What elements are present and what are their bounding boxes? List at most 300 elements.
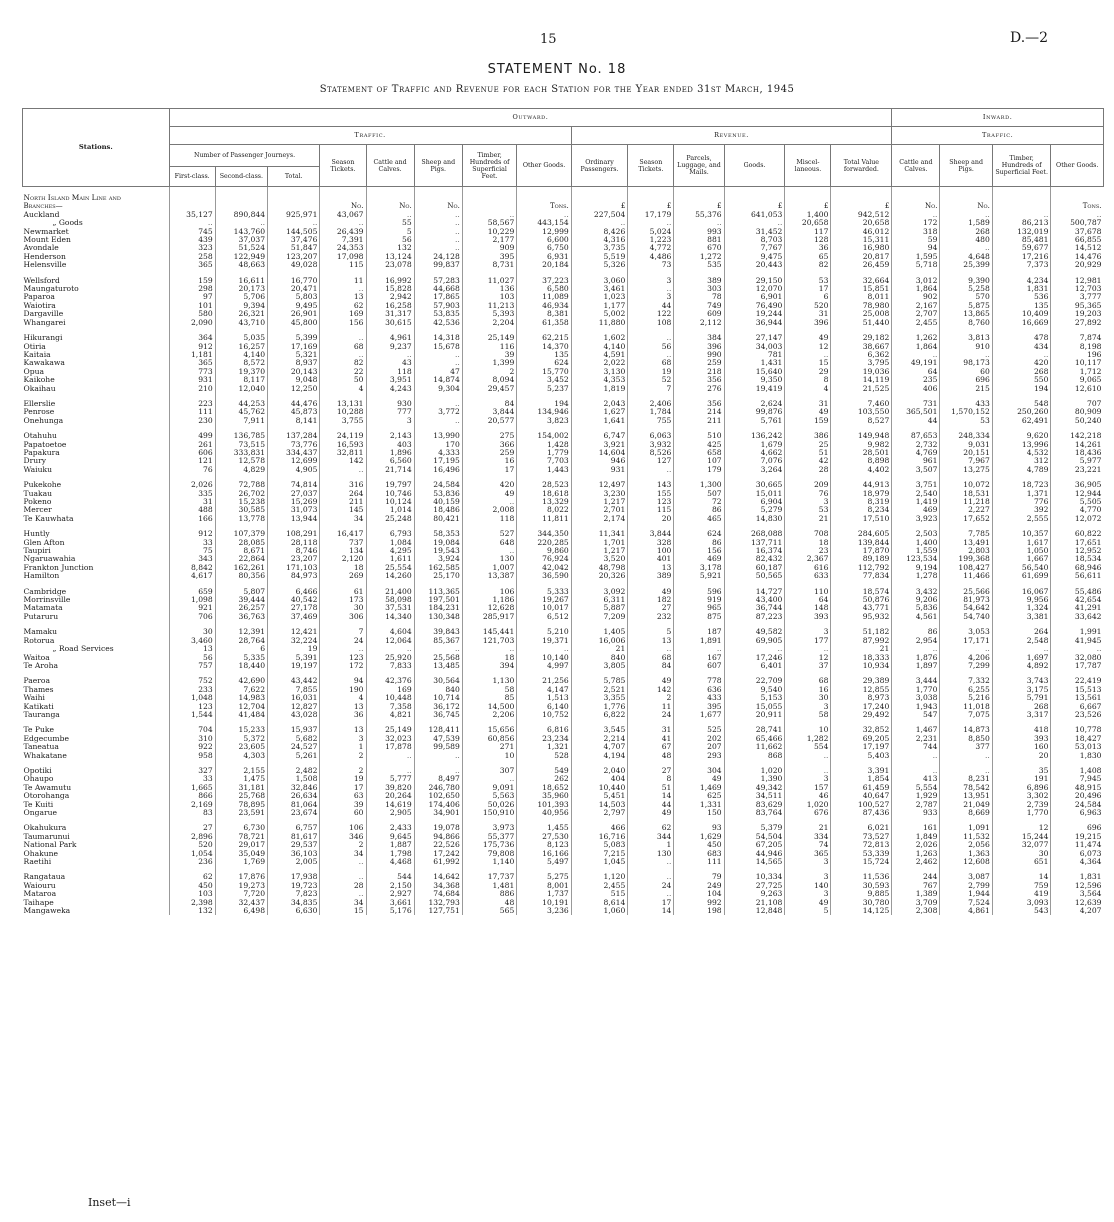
station-name: Taupiri — [23, 547, 51, 556]
table-cell: 1,770 — [992, 809, 1051, 817]
table-cell: 16 — [462, 457, 516, 465]
table-cell: 108,427 — [940, 564, 992, 572]
table-cell: 25 — [785, 441, 831, 449]
table-cell: 580 — [169, 310, 215, 318]
table-cell: 12,072 — [1051, 515, 1104, 523]
table-cell: 16,669 — [992, 319, 1051, 327]
table-cell: 1,177 — [571, 302, 628, 310]
table-cell: 211 — [674, 417, 724, 425]
table-cell: 12,064 — [366, 637, 414, 645]
table-cell: 39,444 — [215, 596, 267, 604]
table-row — [23, 677, 1104, 685]
table-cell: 4,295 — [366, 547, 414, 555]
table-cell: 95,365 — [1051, 302, 1104, 310]
table-cell: .. — [169, 219, 215, 227]
table-cell: 434 — [992, 343, 1051, 351]
unit-label: Tons. — [517, 202, 571, 210]
table-cell: 450 — [169, 882, 215, 890]
table-cell: 10,191 — [517, 899, 571, 907]
table-cell: 134,946 — [517, 408, 571, 416]
station-name: Hikurangi — [23, 334, 63, 343]
table-cell: 191 — [992, 775, 1051, 783]
table-cell: 26,901 — [268, 310, 320, 318]
table-cell: 2,406 — [628, 400, 674, 408]
table-cell: 777 — [366, 408, 414, 416]
table-cell: 1,405 — [571, 628, 628, 636]
table-cell: 778 — [674, 677, 724, 685]
table-cell: 14,503 — [571, 801, 628, 809]
table-cell: 704 — [169, 726, 215, 734]
table-cell: 34,003 — [724, 343, 785, 351]
table-cell: 2,521 — [571, 686, 628, 694]
table-cell: 4,789 — [992, 466, 1051, 474]
table-cell: 8,123 — [517, 841, 571, 849]
table-cell: 5,497 — [517, 858, 571, 866]
table-cell: 85,367 — [414, 637, 462, 645]
table-cell: 157 — [785, 784, 831, 792]
table-cell: 707 — [1051, 400, 1104, 408]
table-cell: 19,203 — [1051, 310, 1104, 318]
table-cell: .. — [320, 219, 366, 227]
table-cell: 169 — [320, 310, 366, 318]
table-cell: 156 — [674, 547, 724, 555]
table-cell: 2,040 — [571, 767, 628, 775]
table-cell: 15,311 — [831, 236, 892, 244]
unit-label — [992, 202, 1051, 210]
table-cell: 4,207 — [1051, 907, 1104, 915]
table-cell: 128 — [785, 236, 831, 244]
table-cell: 1,455 — [517, 824, 571, 832]
table-cell: 20,911 — [724, 711, 785, 719]
table-cell: 958 — [169, 752, 215, 760]
table-cell: 393 — [785, 613, 831, 621]
table-cell: 101 — [169, 302, 215, 310]
table-cell: 2,954 — [892, 637, 940, 645]
table-cell: 5,682 — [268, 735, 320, 743]
table-cell: 18,531 — [940, 490, 992, 498]
table-cell: 28 — [320, 882, 366, 890]
table-row — [23, 743, 1104, 751]
table-cell: 1,677 — [674, 711, 724, 719]
table-cell: 8,614 — [571, 899, 628, 907]
table-cell: 21 — [571, 645, 628, 653]
table-cell: 9,620 — [992, 432, 1051, 440]
table-cell: 202 — [674, 735, 724, 743]
table-cell: 72,813 — [831, 841, 892, 849]
table-cell: 82 — [785, 261, 831, 269]
table-cell: 10,357 — [992, 530, 1051, 538]
table-cell: 3,452 — [517, 376, 571, 384]
table-cell: 21,400 — [366, 588, 414, 596]
station-name: Whangarei — [23, 318, 66, 327]
table-cell: 773 — [169, 368, 215, 376]
table-cell: 2,548 — [992, 637, 1051, 645]
table-cell: 450 — [674, 841, 724, 849]
table-cell: 13,778 — [215, 515, 267, 523]
table-cell: 132,019 — [992, 228, 1051, 236]
unit-label: £ — [628, 202, 674, 210]
table-cell: 21,525 — [831, 385, 892, 393]
table-cell: 930 — [366, 400, 414, 408]
table-cell: 15,244 — [992, 833, 1051, 841]
table-cell: .. — [628, 351, 674, 359]
table-cell: 27 — [169, 824, 215, 832]
table-cell: 20,143 — [268, 368, 320, 376]
table-cell: 16,067 — [992, 588, 1051, 596]
table-cell: 20,658 — [831, 219, 892, 227]
table-cell: 14,727 — [724, 588, 785, 596]
table-cell: 607 — [674, 662, 724, 670]
statement-title: STATEMENT No. 18 — [487, 62, 627, 77]
station-name: Taneatua — [23, 743, 59, 752]
table-cell: 13 — [628, 564, 674, 572]
station-name: Waitoa — [23, 653, 50, 662]
table-cell: 117 — [785, 228, 831, 236]
table-cell: 14,983 — [215, 694, 267, 702]
table-cell: 59,677 — [992, 244, 1051, 252]
table-cell: 2,026 — [169, 481, 215, 489]
table-row — [23, 572, 1104, 580]
table-cell: 197,501 — [414, 596, 462, 604]
table-cell: 8,231 — [940, 775, 992, 783]
station-name: Ellerslie — [23, 399, 56, 408]
col-revenue-goods: Goods. — [724, 145, 785, 187]
table-cell: 48 — [462, 899, 516, 907]
table-cell: 2,090 — [169, 319, 215, 327]
table-cell: 1,641 — [571, 417, 628, 425]
table-cell: 11,466 — [940, 572, 992, 580]
table-cell: 3 — [628, 293, 674, 301]
table-cell: 94,866 — [414, 833, 462, 841]
table-cell: 14,370 — [517, 343, 571, 351]
table-cell: 990 — [674, 351, 724, 359]
table-cell: 12,827 — [268, 703, 320, 711]
table-cell: 5,216 — [940, 694, 992, 702]
table-cell: 4,997 — [517, 662, 571, 670]
table-cell: 549 — [517, 767, 571, 775]
table-cell: 364 — [169, 334, 215, 342]
table-cell: 6,255 — [940, 686, 992, 694]
table-cell: 14,476 — [1051, 253, 1104, 261]
table-cell: 24,527 — [268, 743, 320, 751]
station-name: Te Awamutu — [23, 783, 72, 792]
table-cell: 244 — [892, 873, 940, 881]
station-name: Otorohanga — [23, 792, 70, 801]
table-cell: 31 — [169, 498, 215, 506]
table-cell: 11,027 — [462, 277, 516, 285]
table-cell: 19,084 — [414, 539, 462, 547]
table-cell: 3 — [785, 628, 831, 636]
station-name: Thames — [23, 685, 54, 694]
table-cell: 20 — [628, 515, 674, 523]
table-cell: 4,402 — [831, 466, 892, 474]
table-cell: 10,778 — [1051, 726, 1104, 734]
table-cell: 32,437 — [215, 899, 267, 907]
table-cell: 2 — [628, 694, 674, 702]
table-cell: 499 — [169, 432, 215, 440]
station-name: Mataroa — [23, 890, 57, 899]
table-cell: 543 — [992, 907, 1051, 915]
table-cell: 1,278 — [892, 572, 940, 580]
station-name: Te Puke — [23, 726, 54, 735]
table-cell: 7 — [628, 385, 674, 393]
table-cell: 19,543 — [414, 547, 462, 555]
table-cell: 1,481 — [462, 882, 516, 890]
station-name: Tuakau — [23, 489, 53, 498]
table-cell: 143 — [628, 481, 674, 489]
table-cell: 6,747 — [571, 432, 628, 440]
table-cell: 21,714 — [366, 466, 414, 474]
table-cell: 47 — [414, 368, 462, 376]
table-cell: 4,662 — [724, 449, 785, 457]
table-cell: 73,515 — [215, 441, 267, 449]
table-cell: 16,257 — [215, 343, 267, 351]
table-cell: 1,390 — [724, 775, 785, 783]
table-cell: 13 — [320, 703, 366, 711]
table-cell: 49 — [462, 490, 516, 498]
table-cell: 1,023 — [571, 293, 628, 301]
table-cell: 78,542 — [940, 784, 992, 792]
table-cell: .. — [414, 236, 462, 244]
col-parcels: Parcels, Luggage, and Mails. — [674, 145, 724, 187]
table-cell: 2,455 — [892, 319, 940, 327]
table-cell: 97 — [169, 293, 215, 301]
table-cell: 7,703 — [517, 457, 571, 465]
table-cell: 101,393 — [517, 801, 571, 809]
table-cell: 781 — [724, 351, 785, 359]
table-cell: 10 — [785, 726, 831, 734]
table-row — [23, 662, 1104, 670]
table-cell: 65 — [785, 253, 831, 261]
table-cell: 21 — [785, 515, 831, 523]
table-cell: 18,333 — [831, 654, 892, 662]
station-name: Rangataua — [23, 873, 66, 882]
station-name: Ongarue — [23, 809, 58, 817]
col-revenue-season: Season Tickets. — [628, 145, 674, 187]
table-cell: 8,572 — [215, 359, 267, 367]
table-cell: 1,120 — [571, 873, 628, 881]
table-cell: 45,762 — [215, 408, 267, 416]
table-cell: 190 — [320, 686, 366, 694]
station-name: Mangaweka — [23, 907, 71, 916]
table-cell: 207 — [674, 743, 724, 751]
table-cell: 10,746 — [366, 490, 414, 498]
inward-traffic-header: Traffic. — [892, 127, 1104, 145]
table-cell: 85 — [462, 694, 516, 702]
table-cell: 7,967 — [940, 457, 992, 465]
table-cell: 43,710 — [215, 319, 267, 327]
table-cell: 51 — [628, 784, 674, 792]
table-cell: 912 — [169, 343, 215, 351]
table-cell: 1,513 — [517, 694, 571, 702]
table-cell: 5,977 — [1051, 457, 1104, 465]
table-cell: .. — [992, 351, 1051, 359]
table-cell: 9,065 — [1051, 376, 1104, 384]
table-row — [23, 310, 1104, 318]
table-cell: 66,855 — [1051, 236, 1104, 244]
table-cell: 3,545 — [571, 726, 628, 734]
table-cell: 2,540 — [892, 490, 940, 498]
table-cell: 80,356 — [215, 572, 267, 580]
table-cell: 232 — [628, 613, 674, 621]
table-cell: 377 — [940, 743, 992, 751]
table-cell: 17,651 — [1051, 539, 1104, 547]
table-cell: 51,524 — [215, 244, 267, 252]
table-cell: 510 — [674, 432, 724, 440]
table-row — [23, 368, 1104, 376]
table-cell: 51,440 — [831, 319, 892, 327]
table-cell: 9,048 — [268, 376, 320, 384]
col-inward-cattle: Cattle and Calves. — [892, 145, 940, 187]
table-cell: 536 — [992, 293, 1051, 301]
unit-label: No. — [414, 202, 462, 210]
table-cell: 335 — [169, 490, 215, 498]
table-cell: 28,085 — [215, 539, 267, 547]
table-cell: 527 — [462, 530, 516, 538]
table-cell: 6,750 — [517, 244, 571, 252]
table-cell: 284,605 — [831, 530, 892, 538]
table-cell: 64 — [785, 596, 831, 604]
table-cell: 1,595 — [892, 253, 940, 261]
table-cell: 50,876 — [831, 596, 892, 604]
table-cell: 76,490 — [724, 302, 785, 310]
table-cell: 108 — [628, 319, 674, 327]
table-cell: 17,878 — [366, 743, 414, 751]
table-cell: 33 — [169, 539, 215, 547]
table-cell: 921 — [169, 604, 215, 612]
table-cell: 145,441 — [462, 628, 516, 636]
table-cell: 75 — [169, 547, 215, 555]
table-cell: .. — [1051, 645, 1104, 653]
table-cell: 40,542 — [268, 596, 320, 604]
table-cell: 130 — [462, 555, 516, 563]
table-cell: 36,744 — [724, 604, 785, 612]
table-cell: .. — [892, 752, 940, 760]
table-cell: 139,844 — [831, 539, 892, 547]
table-cell: 3,813 — [940, 334, 992, 342]
table-cell: 7,945 — [1051, 775, 1104, 783]
table-row — [23, 833, 1104, 841]
table-cell: 1,098 — [169, 596, 215, 604]
table-cell: 100 — [628, 547, 674, 555]
table-cell: 15,770 — [517, 368, 571, 376]
table-cell: .. — [320, 334, 366, 342]
table-cell: .. — [462, 547, 516, 555]
table-cell: 5,379 — [724, 824, 785, 832]
table-cell: 49,191 — [892, 359, 940, 367]
table-cell: 275 — [462, 432, 516, 440]
station-name: Helensville — [23, 261, 67, 270]
table-cell: 81,617 — [268, 833, 320, 841]
table-cell: 12 — [992, 824, 1051, 832]
table-row — [23, 654, 1104, 662]
table-cell: 32,846 — [268, 784, 320, 792]
station-name: Cambridge — [23, 587, 67, 596]
table-cell: 54,504 — [724, 833, 785, 841]
table-cell: .. — [366, 211, 414, 219]
table-cell: 17 — [628, 899, 674, 907]
table-cell: 4,147 — [517, 686, 571, 694]
table-cell: .. — [414, 359, 462, 367]
table-cell: 8,022 — [517, 506, 571, 514]
table-cell: 356 — [674, 376, 724, 384]
table-cell: .. — [571, 219, 628, 227]
table-cell: 7,720 — [215, 890, 267, 898]
table-cell: 15,513 — [1051, 686, 1104, 694]
table-row — [23, 228, 1104, 236]
table-cell: 106 — [462, 588, 516, 596]
station-name: Auckland — [23, 210, 60, 219]
table-cell: 3,921 — [571, 441, 628, 449]
table-cell: 7,358 — [366, 703, 414, 711]
table-cell: 42,536 — [414, 319, 462, 327]
table-cell: 162,585 — [414, 564, 462, 572]
table-cell: 20,264 — [366, 792, 414, 800]
table-cell: 2,797 — [571, 809, 628, 817]
station-name: Ngaruawahia — [23, 555, 76, 564]
table-cell: 8,746 — [268, 547, 320, 555]
table-cell: 103,550 — [831, 408, 892, 416]
table-cell: 29,389 — [831, 677, 892, 685]
table-cell: 2,227 — [940, 506, 992, 514]
table-cell: 2,120 — [320, 555, 366, 563]
table-cell: .. — [215, 219, 267, 227]
table-cell: .. — [628, 645, 674, 653]
table-cell: 84,973 — [268, 572, 320, 580]
table-cell: .. — [366, 767, 414, 775]
table-cell: 49 — [785, 408, 831, 416]
table-cell: 8,703 — [724, 236, 785, 244]
table-cell: 47,539 — [414, 735, 462, 743]
unit-label — [215, 202, 267, 210]
table-cell: 259 — [462, 449, 516, 457]
table-cell: 156 — [320, 319, 366, 327]
table-cell: 269 — [320, 572, 366, 580]
table-row — [23, 351, 1104, 359]
table-cell: 128,411 — [414, 726, 462, 734]
table-cell: 875 — [674, 613, 724, 621]
table-cell: 15,656 — [462, 726, 516, 734]
table-cell: 171,103 — [268, 564, 320, 572]
table-cell: 108,291 — [268, 530, 320, 538]
table-cell: 2,112 — [674, 319, 724, 327]
table-cell: 11,213 — [462, 302, 516, 310]
table-cell: 18,486 — [414, 506, 462, 514]
table-cell: 36,103 — [268, 850, 320, 858]
table-row — [23, 219, 1104, 227]
table-cell: 20,173 — [215, 285, 267, 293]
table-cell: 334 — [785, 833, 831, 841]
table-cell: .. — [414, 351, 462, 359]
table-cell: 8,198 — [1051, 343, 1104, 351]
table-cell: 34,511 — [724, 792, 785, 800]
table-cell: 8,760 — [940, 319, 992, 327]
table-cell: 84 — [628, 662, 674, 670]
col-total-value: Total Value forwarded. — [831, 145, 892, 187]
table-cell: 182 — [628, 596, 674, 604]
table-cell: 21,256 — [517, 677, 571, 685]
table-cell: 3 — [785, 873, 831, 881]
table-cell: 5,807 — [215, 588, 267, 596]
table-cell: 137,284 — [268, 432, 320, 440]
table-cell: 2,398 — [169, 899, 215, 907]
table-cell: .. — [462, 775, 516, 783]
table-cell: 6,730 — [215, 824, 267, 832]
table-cell: 111 — [674, 858, 724, 866]
table-cell: 1,559 — [892, 547, 940, 555]
table-cell: 41,291 — [1051, 604, 1104, 612]
table-cell: 264 — [992, 628, 1051, 636]
